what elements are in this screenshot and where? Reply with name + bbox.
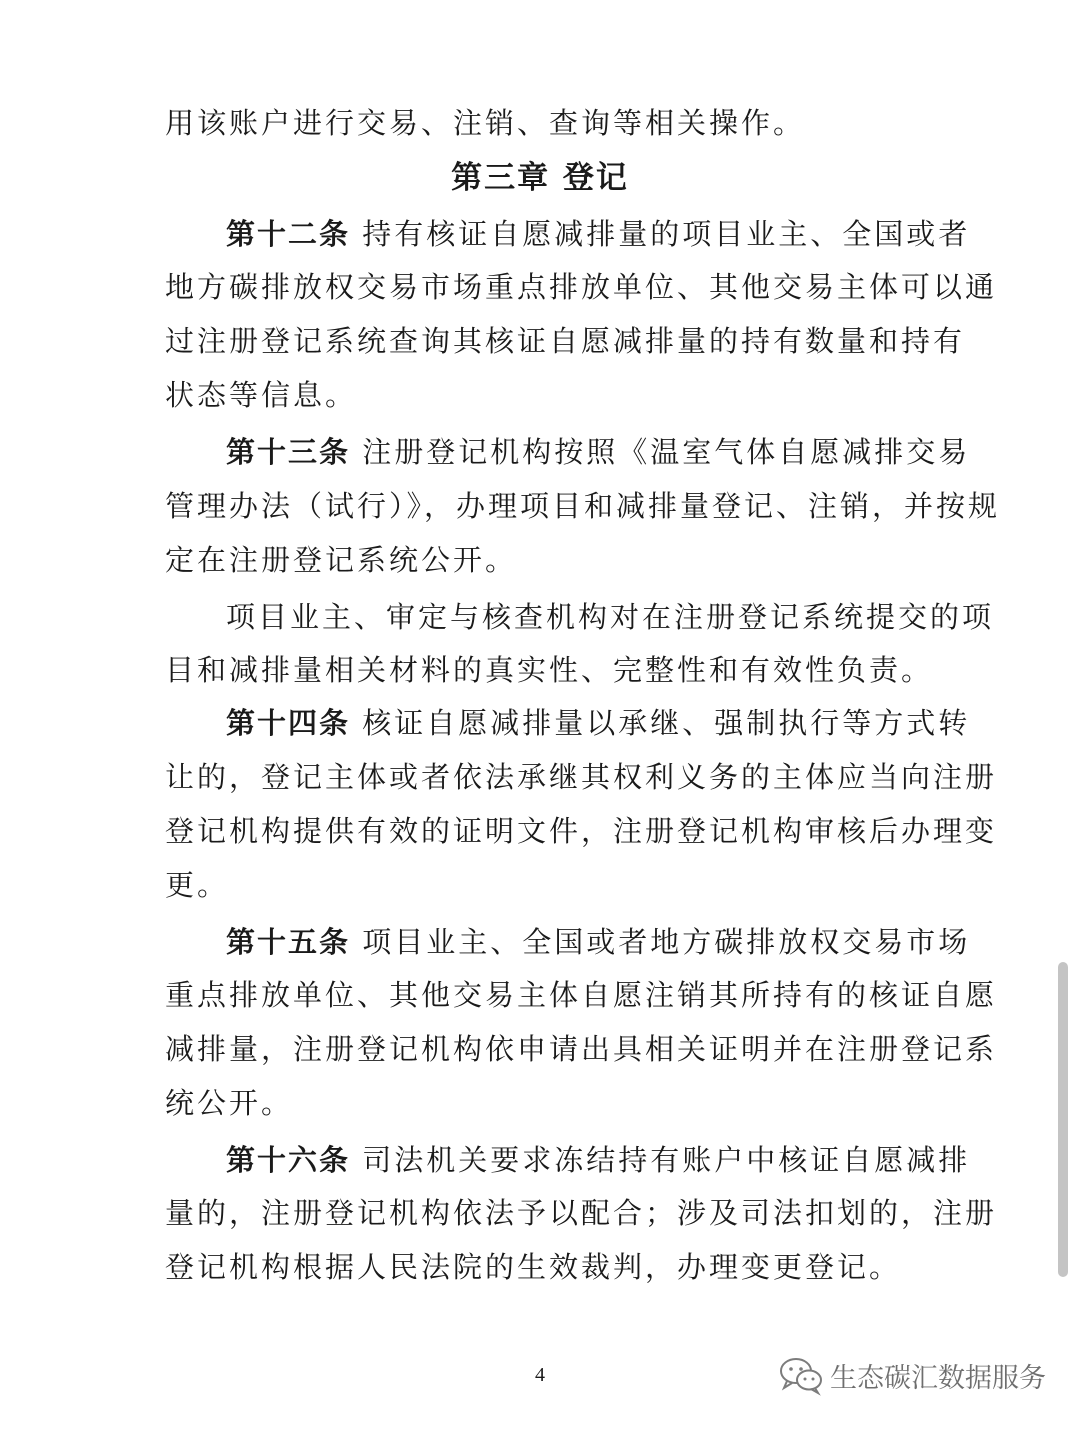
article-14-line-3: 登记机构提供有效的证明文件，注册登记机构审核后办理变 — [165, 814, 998, 848]
article-text: 注册登记机构按照《温室气体自愿减排交易 — [362, 435, 971, 469]
article-number: 第十二条 — [226, 217, 351, 251]
article-14-line-1 — [226, 703, 971, 743]
article-text: 核证自愿减排量以承继、强制执行等方式转 — [362, 706, 971, 740]
article-12-line-1 — [226, 214, 971, 254]
article-number: 第十五条 — [226, 925, 351, 959]
article-12-line-3: 过注册登记系统查询其核证自愿减排量的持有数量和持有 — [165, 324, 966, 358]
watermark-text: 生态碳汇数据服务 — [830, 1362, 1046, 1394]
article-number: 第十六条 — [226, 1143, 351, 1177]
text-line: 用该账户进行交易、注销、查询等相关操作。 — [165, 106, 806, 140]
scrollbar-thumb[interactable] — [1058, 962, 1068, 1277]
article-16-line-1 — [226, 1140, 971, 1180]
page-number: 4 — [535, 1364, 545, 1386]
article-13-line-1 — [226, 432, 971, 472]
article-13-line-2: 管理办法（试行）》，办理项目和减排量登记、注销，并按规 — [165, 489, 1001, 523]
chapter-title: 第三章 登记 — [451, 160, 629, 196]
article-14-line-2: 让的，登记主体或者依法承继其权利义务的主体应当向注册 — [165, 760, 998, 794]
article-text: 项目业主、全国或者地方碳排放权交易市场 — [362, 925, 971, 959]
article-number: 第十三条 — [226, 435, 351, 469]
article-15-line-3: 减排量，注册登记机构依申请出具相关证明并在注册登记系 — [165, 1032, 998, 1066]
article-12-line-4: 状态等信息。 — [165, 378, 358, 412]
article-number: 第十四条 — [226, 706, 351, 740]
article-text: 司法机关要求冻结持有账户中核证自愿减排 — [362, 1143, 971, 1177]
article-13-para-2-line-1: 项目业主、审定与核查机构对在注册登记系统提交的项 — [226, 600, 995, 634]
article-12-line-2: 地方碳排放权交易市场重点排放单位、其他交易主体可以通 — [165, 270, 998, 304]
article-14-line-4: 更。 — [165, 868, 230, 902]
article-13-para-2-line-2: 目和减排量相关材料的真实性、完整性和有效性负责。 — [165, 653, 934, 687]
article-15-line-4: 统公开。 — [165, 1086, 294, 1120]
watermark — [778, 1350, 1046, 1400]
article-15-line-1 — [226, 922, 971, 962]
article-13-line-3: 定在注册登记系统公开。 — [165, 543, 518, 577]
article-16-line-3: 登记机构根据人民法院的生效裁判，办理变更登记。 — [165, 1250, 902, 1284]
article-15-line-2: 重点排放单位、其他交易主体自愿注销其所持有的核证自愿 — [165, 978, 998, 1012]
article-text: 持有核证自愿减排量的项目业主、全国或者 — [362, 217, 971, 251]
article-16-line-2: 量的，注册登记机构依法予以配合；涉及司法扣划的，注册 — [165, 1196, 998, 1230]
wechat-icon — [778, 1355, 824, 1395]
